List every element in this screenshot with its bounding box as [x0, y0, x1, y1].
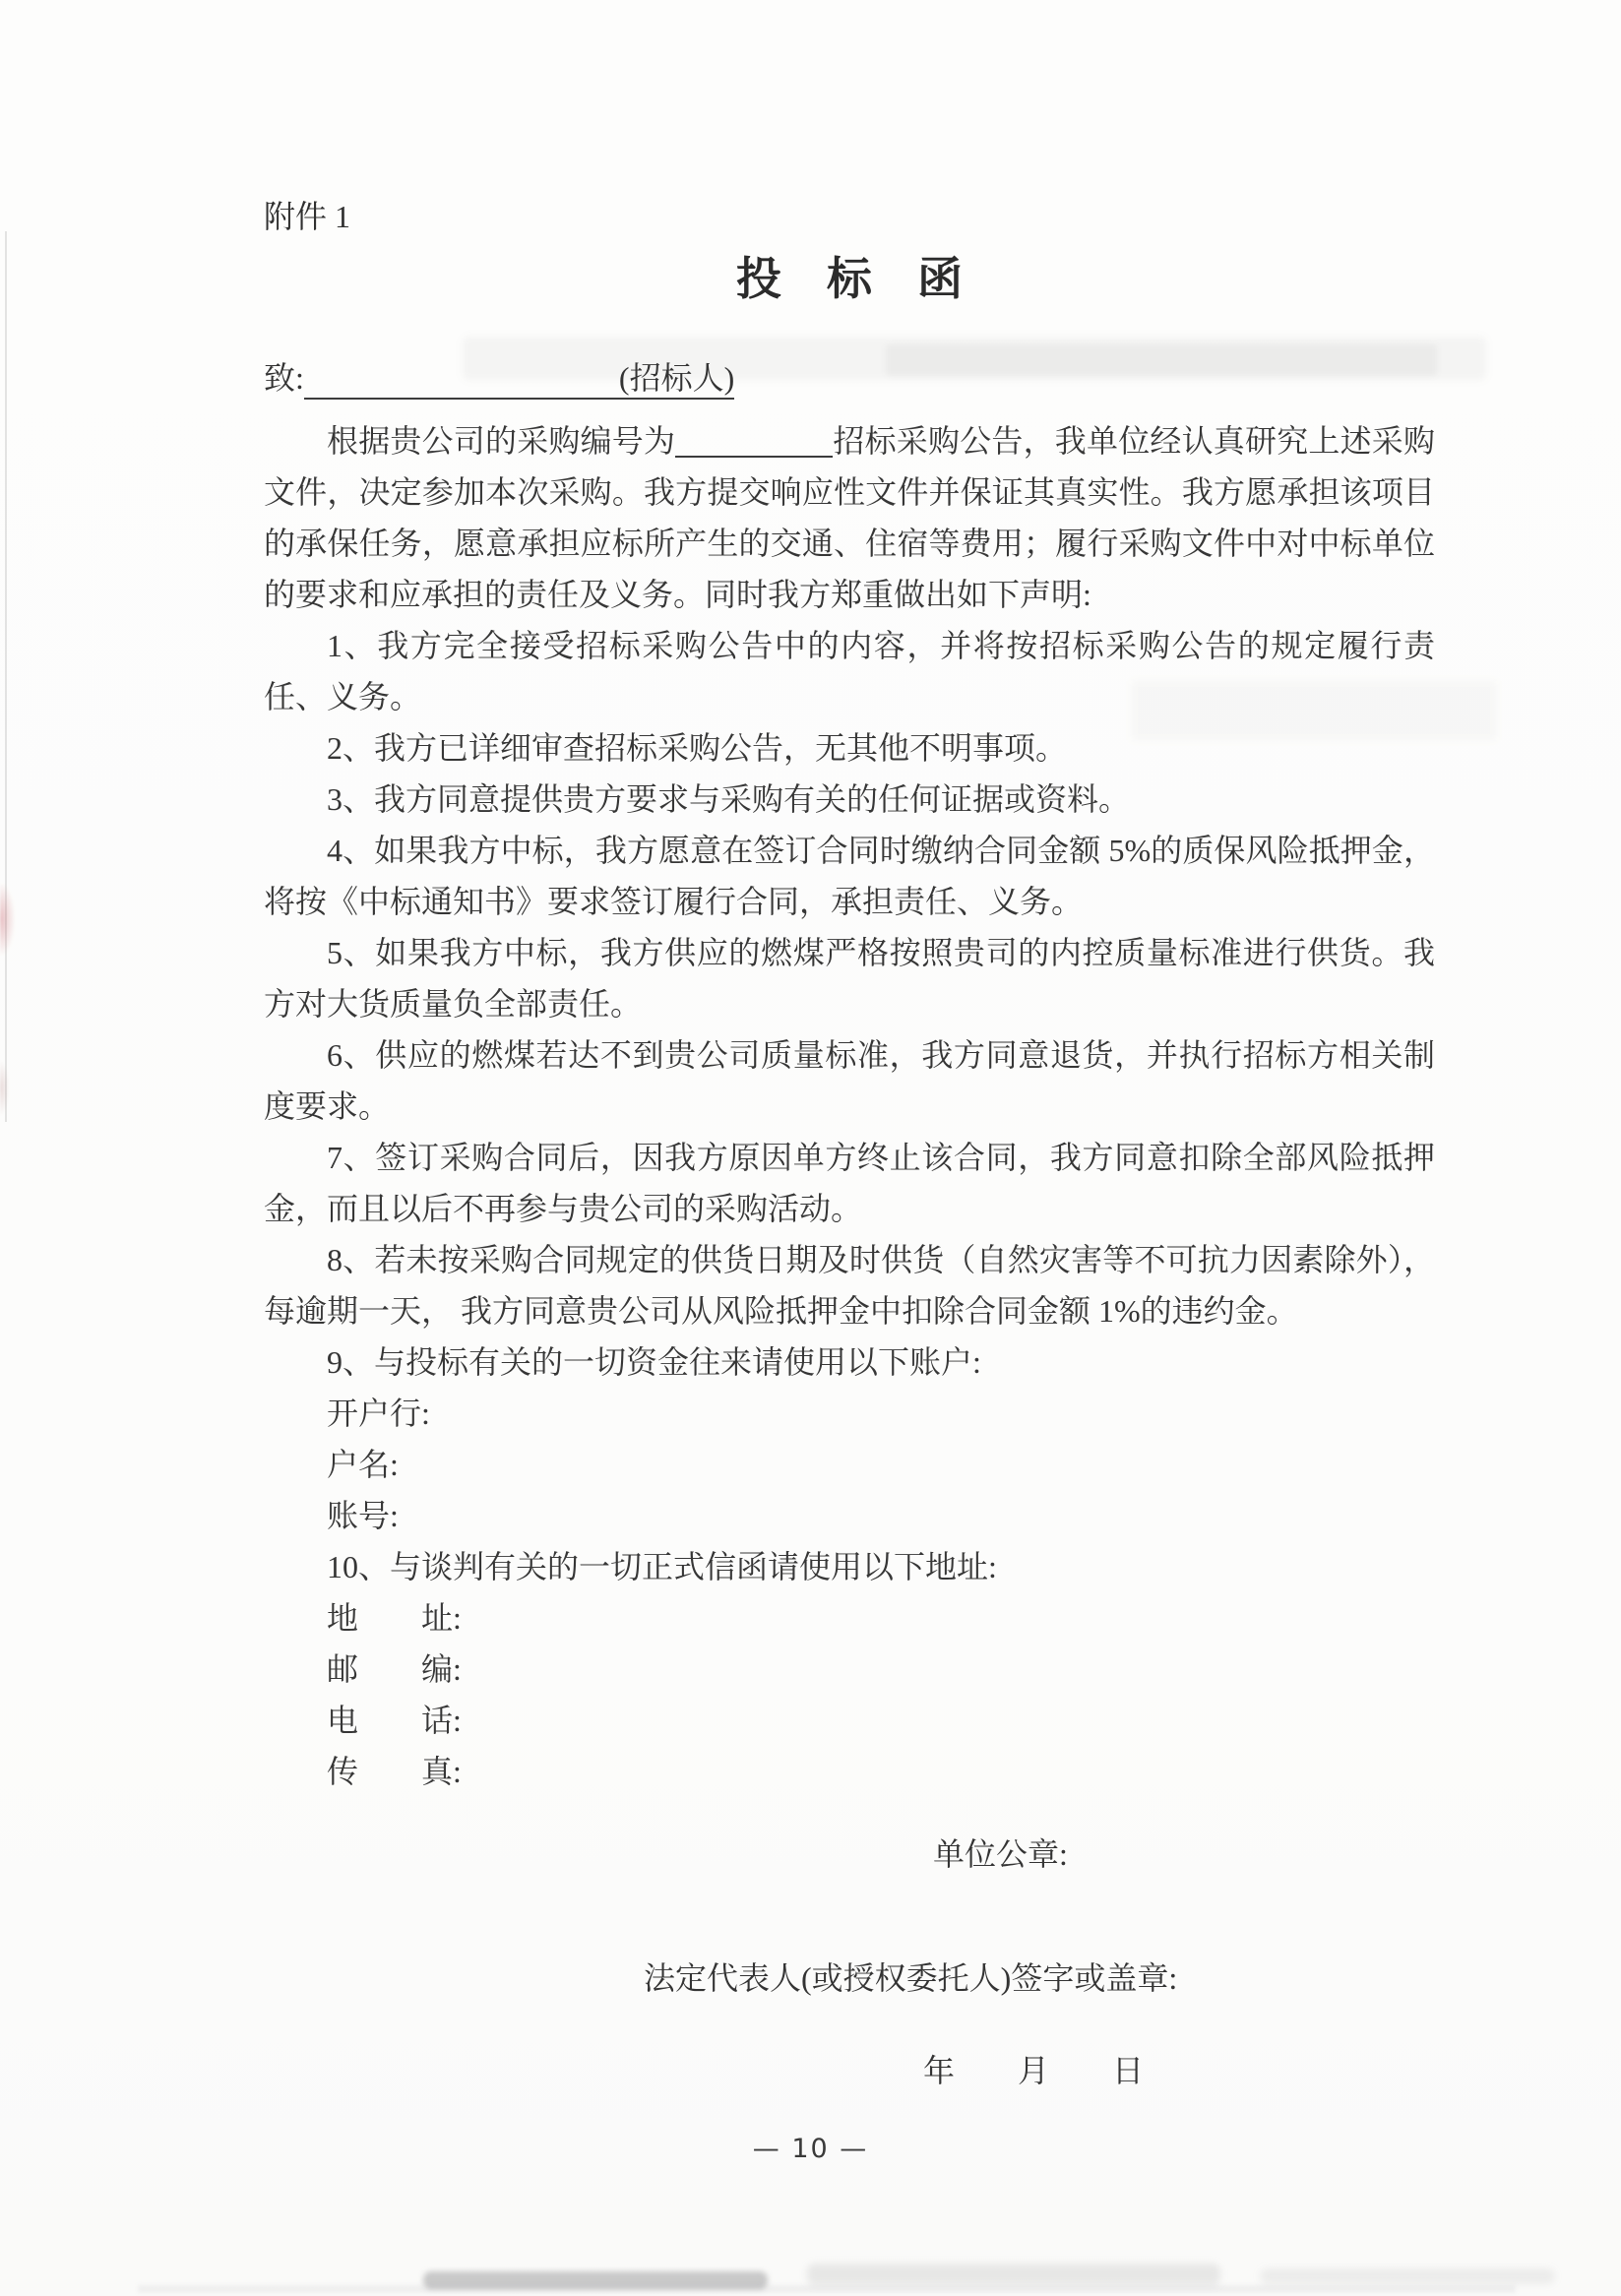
scan-artifact-smear [1260, 2268, 1555, 2284]
scan-artifact-red-smudge [0, 884, 15, 955]
postcode-field: 邮 编: [327, 1651, 462, 1687]
salutation-line [264, 354, 1435, 402]
attachment-label: 附件 1 [264, 199, 351, 234]
declaration-item-6: 6、供应的燃煤若达不到贵公司质量标准，我方同意退货，并执行招标方相关制度要求。 [264, 1037, 1435, 1124]
bank-name-field: 开户行: [327, 1396, 430, 1431]
company-seal-label: 单位公章: [933, 1836, 1068, 1872]
letter-body [264, 415, 1435, 1797]
declaration-item-9: 9、与投标有关的一切资金往来请使用以下账户: [327, 1344, 981, 1380]
intro-text-after: 招标采购公告，我单位经认真研究上述采购文件，决定参加本次采购。我方提交响应性文件并保证其真实性。我方愿承担该项目的承保任务，愿意承担应标所产生的交通、住宿等费用；履行采购文件中对中标单位的要求和应承担的责任及义务。同时我方郑重做出如下声明: [264, 423, 1435, 612]
declaration-item-1: 1、我方完全接受招标采购公告中的内容，并将按招标采购公告的规定履行责任、义务。 [264, 628, 1435, 714]
declaration-item-4: 4、如果我方中标，我方愿意在签订合同时缴纳合同金额 5%的质保风险抵押金，将按《中标通知书》要求签订履行合同，承担责任、义务。 [264, 833, 1435, 919]
declaration-item-7: 7、签订采购合同后，因我方原因单方终止该合同，我方同意扣除全部风险抵押金，而且以后不再参与贵公司的采购活动。 [264, 1140, 1435, 1226]
date-line: 年 月 日 [923, 2053, 1145, 2088]
account-holder-field: 户名: [327, 1447, 399, 1482]
scan-artifact-red-smudge [0, 1061, 9, 1115]
address-field: 地 址: [327, 1600, 462, 1636]
declaration-item-8: 8、若未按采购合同规定的供货日期及时供货（自然灾害等不可抗力因素除外），每逾期一天， 我方同意贵公司从风险抵押金中扣除合同金额 1%的违约金。 [264, 1242, 1435, 1329]
scan-artifact-smear [138, 2285, 1516, 2293]
document-content [264, 0, 1435, 1797]
recipient-hint: (招标人) [618, 360, 735, 396]
declaration-item-10: 10、与谈判有关的一切正式信函请使用以下地址: [327, 1549, 997, 1584]
declaration-item-5: 5、如果我方中标，我方供应的燃煤严格按照贵司的内控质量标准进行供货。我方对大货质量负全部责任。 [264, 935, 1435, 1022]
page-number: — 10 — [752, 2134, 869, 2164]
declaration-item-2: 2、我方已详细审查招标采购公告，无其他不明事项。 [327, 730, 1068, 766]
recipient-blank [304, 360, 619, 396]
account-number-field: 账号: [327, 1498, 399, 1533]
fax-field: 传 真: [327, 1754, 462, 1789]
phone-field: 电 话: [327, 1703, 462, 1738]
legal-representative-signature-label: 法定代表人(或授权委托人)签字或盖章: [644, 1960, 1178, 1996]
recipient-blank-field [304, 358, 734, 400]
scan-artifact-smear [423, 2271, 768, 2289]
salutation-prefix: 致: [264, 360, 304, 396]
scan-artifact-edge-line [5, 231, 7, 1122]
procurement-number-blank [675, 426, 833, 458]
declaration-item-3: 3、我方同意提供贵方要求与采购有关的任何证据或资料。 [327, 781, 1131, 817]
scan-artifact-smear [807, 2264, 1220, 2285]
intro-paragraph [264, 415, 1435, 620]
document-title: 投 标 函 [736, 254, 963, 304]
intro-text-before: 根据贵公司的采购编号为 [327, 423, 676, 459]
